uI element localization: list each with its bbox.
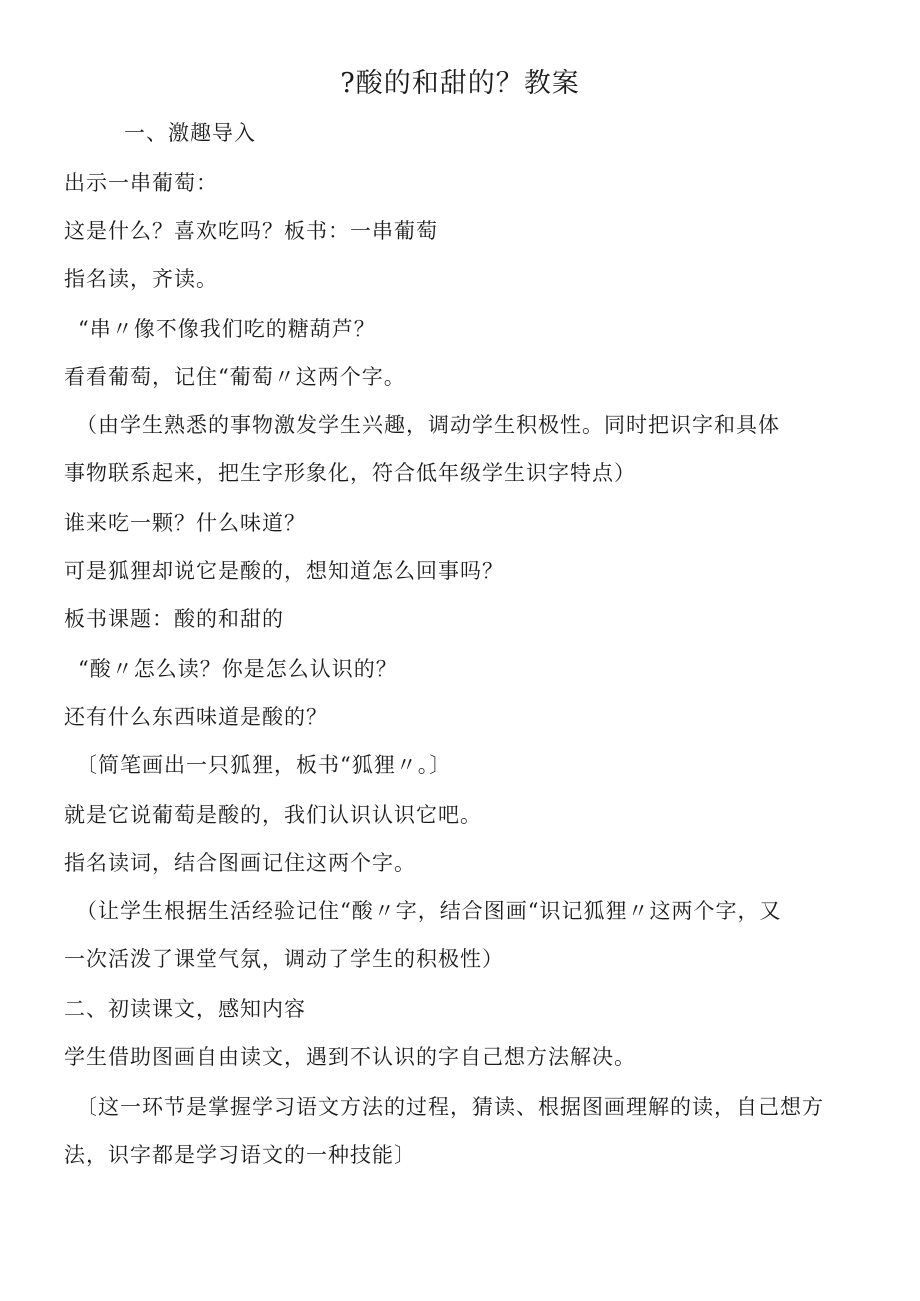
paragraph-line: 指名读，齐读。 bbox=[64, 267, 218, 291]
paragraph-line: 还有什么东西味道是酸的？ bbox=[64, 705, 328, 729]
paragraph-line: “酸〃怎么读？你是怎么认识的？ bbox=[78, 657, 398, 681]
paragraph-line: 可是狐狸却说它是酸的，想知道怎么回事吗？ bbox=[64, 559, 504, 583]
paragraph-line: 谁来吃一颗？什么味道？ bbox=[64, 511, 306, 535]
paragraph-line: 就是它说葡萄是酸的，我们认识认识它吧。 bbox=[64, 803, 482, 827]
paragraph-line: 学生借助图画自由读文，遇到不认识的字自己想方法解决。 bbox=[64, 1045, 636, 1069]
paragraph-line: 出示一串葡萄： bbox=[64, 171, 218, 195]
paragraph-line: 看看葡萄，记住“葡萄〃这两个字。 bbox=[64, 365, 406, 389]
section-heading-2: 二、初读课文，感知内容 bbox=[64, 997, 306, 1021]
annotation-line: 事物联系起来，把生字形象化，符合低年级学生识字特点） bbox=[64, 461, 636, 485]
section-heading-1: 一、激趣导入 bbox=[124, 121, 256, 145]
annotation-line: 一次活泼了课堂气氛，调动了学生的积极性） bbox=[64, 947, 504, 971]
annotation-line: 法，识字都是学习语文的一种技能〕 bbox=[64, 1143, 416, 1167]
annotation-line: （由学生熟悉的事物激发学生兴趣，调动学生积极性。同时把识字和具体 bbox=[76, 413, 780, 437]
annotation-line: 〔简笔画出一只狐狸，板书“狐狸〃。〕 bbox=[76, 753, 452, 777]
paragraph-line: “串〃像不像我们吃的糖葫芦？ bbox=[78, 317, 376, 341]
paragraph-line: 这是什么？喜欢吃吗？板书：一串葡萄 bbox=[64, 219, 438, 243]
paragraph-line: 板书课题：酸的和甜的 bbox=[64, 607, 284, 631]
document-title: ?酸的和甜的？教案 bbox=[340, 68, 580, 99]
annotation-line: 〔这一环节是掌握学习语文方法的过程，猜读、根据图画理解的读，自己想方 bbox=[76, 1095, 824, 1119]
annotation-line: （让学生根据生活经验记住“酸〃字，结合图画“识记狐狸〃这两个字，又 bbox=[76, 899, 782, 923]
paragraph-line: 指名读词，结合图画记住这两个字。 bbox=[64, 851, 416, 875]
